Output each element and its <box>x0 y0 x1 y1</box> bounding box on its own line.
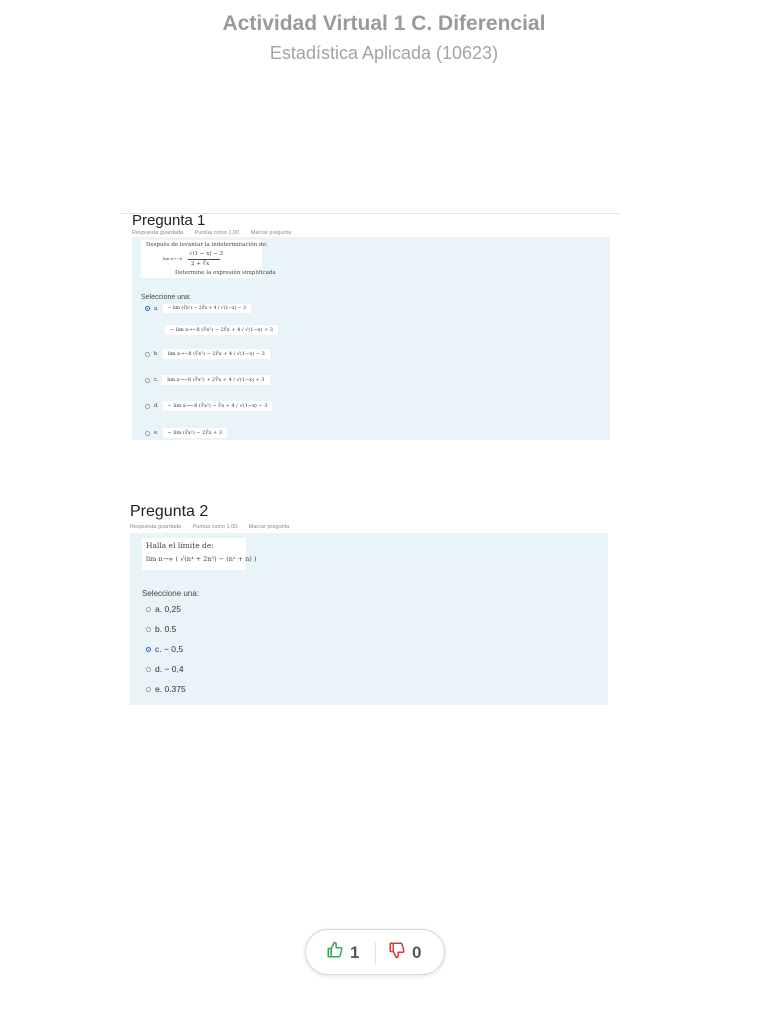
select-one-label: Seleccione una: <box>142 589 199 598</box>
question-1-prompt-box <box>141 240 276 278</box>
option-label: e. 0.375 <box>155 684 186 694</box>
question-1-panel <box>132 237 610 440</box>
question-2-prompt-box <box>142 538 257 570</box>
prompt-instruction: Determine la expresión simplificada <box>175 270 276 276</box>
question-2-image <box>130 503 608 705</box>
thumbs-up-button[interactable] <box>326 941 359 964</box>
saved-status: Respuesta guardada <box>130 524 182 530</box>
question-2-title: Pregunta 2 <box>130 503 209 520</box>
option-a-alt <box>161 325 278 335</box>
radio-a[interactable] <box>145 306 150 311</box>
thumbs-down-button[interactable] <box>388 941 421 964</box>
option-e[interactable] <box>145 428 227 438</box>
option-b[interactable] <box>145 349 270 359</box>
radio-a[interactable] <box>146 607 151 612</box>
question-2-meta <box>130 524 299 530</box>
radio-b[interactable] <box>145 352 150 357</box>
option-d[interactable] <box>146 664 184 674</box>
radio-e[interactable] <box>145 431 150 436</box>
option-math: lim x→−8 (∛x²) + 2∛x + 4 / √(1−x) + 3 <box>162 375 269 385</box>
option-letter: b. <box>154 351 159 357</box>
flag-question-link[interactable]: Marcar pregunta <box>250 230 292 236</box>
prompt-denominator: 2 + ∛x <box>191 261 210 267</box>
radio-d[interactable] <box>146 667 151 672</box>
thumbs-down-icon <box>388 941 406 964</box>
radio-d[interactable] <box>145 404 150 409</box>
option-label: d. − 0,4 <box>155 664 184 674</box>
question-1-image <box>120 212 620 440</box>
option-math: − lim x→−8 (∛x²) − 2∛x + 4 / √(1−x) + 3 <box>165 325 278 335</box>
option-letter: d. <box>154 403 159 409</box>
radio-c[interactable] <box>146 647 151 652</box>
option-letter: c. <box>154 377 159 383</box>
score-label: Puntúa como 1,00 <box>192 524 238 530</box>
option-d[interactable] <box>145 401 272 411</box>
option-label: b. 0.5 <box>155 624 177 634</box>
option-letter: e. <box>154 430 159 436</box>
option-label: a. 0,25 <box>155 604 181 614</box>
document-subtitle: Estadística Aplicada (10623) <box>269 43 499 63</box>
flag-question-link[interactable]: Marcar pregunta <box>248 524 290 530</box>
saved-status: Respuesta guardada <box>132 230 184 236</box>
question-2-panel <box>130 533 608 705</box>
option-e[interactable] <box>146 684 186 694</box>
score-label: Puntúa como 1,00 <box>194 230 240 236</box>
option-a[interactable] <box>145 304 251 313</box>
upvote-count: 1 <box>350 942 360 962</box>
option-math: − lim x→−8 (∛x²) − ∛x + 4 / √(1−x) − 3 <box>163 401 273 411</box>
question-1-meta <box>132 230 301 236</box>
option-letter: a. <box>154 305 159 312</box>
downvote-count: 0 <box>412 942 422 962</box>
option-b[interactable] <box>146 624 176 634</box>
question-1-title: Pregunta 1 <box>132 212 206 229</box>
prompt-text: Halla el límite de: <box>146 541 214 550</box>
vote-divider <box>375 942 376 964</box>
option-a[interactable] <box>146 604 181 614</box>
thumbs-up-icon <box>326 941 344 964</box>
option-math: − lim (∛x²) − 2∛x + 4 / √(1−x) − 3 <box>163 304 251 313</box>
vote-widget <box>305 929 445 975</box>
document-title: Actividad Virtual 1 C. Diferencial <box>222 12 546 35</box>
select-one-label: Seleccione una: <box>141 294 191 301</box>
option-math: − lim (∛x²) − 2∛x + 3 <box>163 428 227 438</box>
option-math: lim x→−8 (∛x²) − 2∛x + 4 / √(1−x) − 3 <box>163 349 270 359</box>
option-c[interactable] <box>146 644 183 654</box>
prompt-numerator: √(1 − x) − 3 <box>189 251 224 257</box>
prompt-expression: lim n→∞ ( √(n⁴ + 2n³) − (n² + n) ) <box>146 555 257 563</box>
option-label: c. − 0,5 <box>155 644 184 654</box>
radio-b[interactable] <box>146 627 151 632</box>
radio-e[interactable] <box>146 687 151 692</box>
radio-c[interactable] <box>145 378 150 383</box>
option-c[interactable] <box>145 375 270 385</box>
prompt-text: Después de levantar la indeterminación de: <box>146 242 268 248</box>
prompt-limit: lim x→−8 <box>163 256 183 261</box>
